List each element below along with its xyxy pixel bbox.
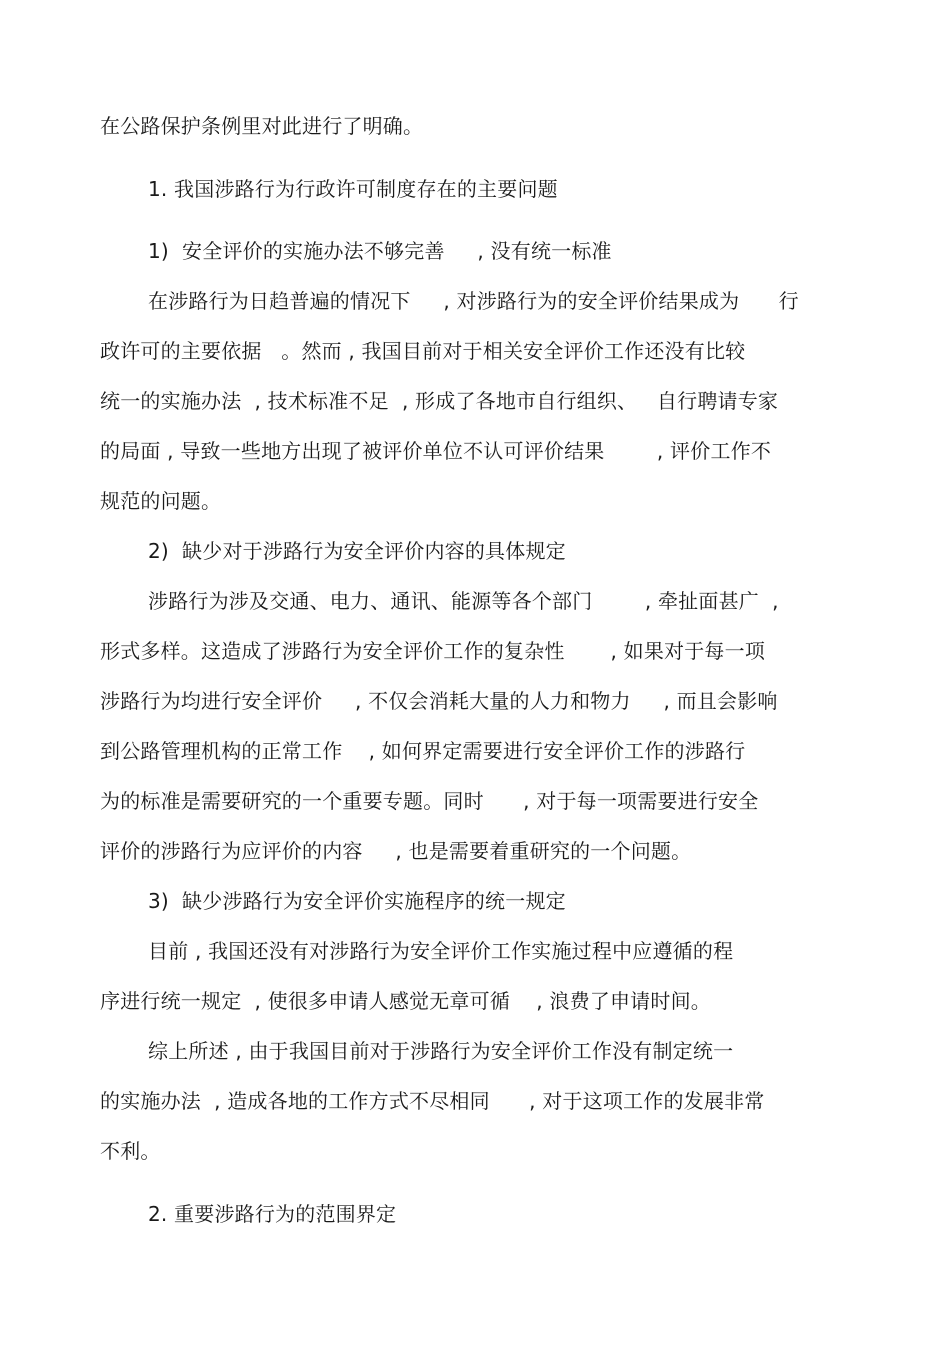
paragraph-line: 不利。 (100, 1139, 161, 1163)
paragraph-line: 在公路保护条例里对此进行了明确。 (100, 114, 424, 138)
paragraph-line: 规范的问题。 (100, 489, 222, 513)
subsection-heading: 1) 安全评价的实施办法不够完善 , 没有统一标准 (148, 239, 612, 263)
paragraph-line: 涉路行为均进行安全评价 , 不仅会消耗大量的人力和物力 , 而且会影响 (100, 689, 778, 713)
subsection-heading: 2) 缺少对于涉路行为安全评价内容的具体规定 (148, 539, 566, 563)
section-heading: 2. 重要涉路行为的范围界定 (148, 1202, 397, 1226)
paragraph-line: 在涉路行为日趋普遍的情况下 , 对涉路行为的安全评价结果成为 行 (148, 289, 799, 313)
paragraph-line: 到公路管理机构的正常工作 , 如何界定需要进行安全评价工作的涉路行 (100, 739, 746, 763)
paragraph-line: 统一的实施办法 , 技术标准不足 , 形成了各地市自行组织、 自行聘请专家 (100, 389, 779, 413)
paragraph-line: 序进行统一规定 , 使很多申请人感觉无章可循 , 浪费了申请时间。 (100, 989, 711, 1013)
paragraph-line: 评价的涉路行为应评价的内容 , 也是需要着重研究的一个问题。 (100, 839, 692, 863)
section-heading: 1. 我国涉路行为行政许可制度存在的主要问题 (148, 177, 558, 201)
paragraph-line: 的实施办法 , 造成各地的工作方式不尽相同 , 对于这项工作的发展非常 (100, 1089, 765, 1113)
paragraph-line: 为的标准是需要研究的一个重要专题。同时 , 对于每一项需要进行安全 (100, 789, 759, 813)
paragraph-line: 目前 , 我国还没有对涉路行为安全评价工作实施过程中应遵循的程 (148, 939, 734, 963)
paragraph-line: 涉路行为涉及交通、电力、通讯、能源等各个部门 , 牵扯面甚广 , (148, 589, 779, 613)
paragraph-line: 政许可的主要依据 。然而 , 我国目前对于相关安全评价工作还没有比较 (100, 339, 746, 363)
paragraph-line: 综上所述 , 由于我国目前对于涉路行为安全评价工作没有制定统一 (148, 1039, 734, 1063)
subsection-heading: 3) 缺少涉路行为安全评价实施程序的统一规定 (148, 889, 566, 913)
paragraph-line: 的局面 , 导致一些地方出现了被评价单位不认可评价结果 , 评价工作不 (100, 439, 772, 463)
paragraph-line: 形式多样。这造成了涉路行为安全评价工作的复杂性 , 如果对于每一项 (100, 639, 766, 663)
